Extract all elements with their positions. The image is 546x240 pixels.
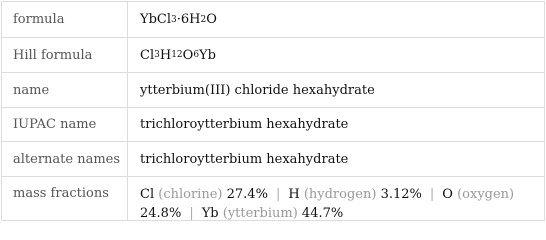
formula-part: ·6H	[176, 12, 201, 27]
mass-item-percent: 24.8%	[140, 206, 182, 221]
row-iupac-name	[2, 108, 544, 142]
mass-fractions-text	[140, 185, 514, 223]
mass-separator: |	[275, 187, 281, 202]
mass-separator: |	[429, 187, 435, 202]
label-iupac-name: IUPAC name	[2, 108, 128, 141]
mass-item-element: (chlorine)	[158, 187, 223, 202]
mass-item-symbol: Cl	[140, 187, 155, 202]
value-formula: YbCl 3 ·6H 2 O	[140, 12, 217, 27]
label-name: name	[2, 73, 128, 107]
mass-item-element: (oxygen)	[457, 187, 515, 202]
value-iupac-name: trichloroytterbium hexahydrate	[140, 117, 349, 132]
mass-item-symbol: O	[442, 187, 453, 202]
row-alternate-names	[2, 142, 544, 177]
formula-part: O	[182, 47, 194, 63]
row-mass-fractions	[2, 177, 544, 220]
formula-part: O	[206, 12, 217, 27]
row-name	[2, 73, 544, 108]
formula-part: H	[159, 47, 172, 63]
mass-item-element: (ytterbium)	[222, 206, 298, 221]
value-mass-fractions	[128, 177, 544, 220]
value-alternate-names: trichloroytterbium hexahydrate	[140, 151, 349, 167]
label-mass-fractions: mass fractions	[2, 177, 128, 220]
formula-part: YbCl	[140, 12, 172, 27]
properties-table	[1, 1, 545, 221]
formula-part: Yb	[199, 47, 216, 63]
mass-separator: |	[189, 206, 194, 221]
formula-part: Cl	[140, 47, 155, 63]
mass-item-percent: 27.4%	[226, 187, 268, 202]
label-formula: formula	[2, 2, 128, 37]
mass-item-percent: 44.7%	[301, 206, 344, 221]
mass-item-element: (hydrogen)	[303, 187, 377, 202]
row-formula	[2, 2, 544, 38]
label-hill-formula: Hill formula	[2, 38, 128, 72]
value-hill-formula: Cl 3 H 12 O 6 Yb	[140, 47, 216, 63]
mass-item-symbol: H	[288, 187, 300, 202]
label-alternate-names: alternate names	[2, 142, 128, 176]
row-hill-formula	[2, 38, 544, 73]
mass-item-percent: 3.12%	[380, 187, 422, 202]
value-name: ytterbium(III) chloride hexahydrate	[140, 82, 375, 98]
mass-item-symbol: Yb	[201, 206, 219, 221]
